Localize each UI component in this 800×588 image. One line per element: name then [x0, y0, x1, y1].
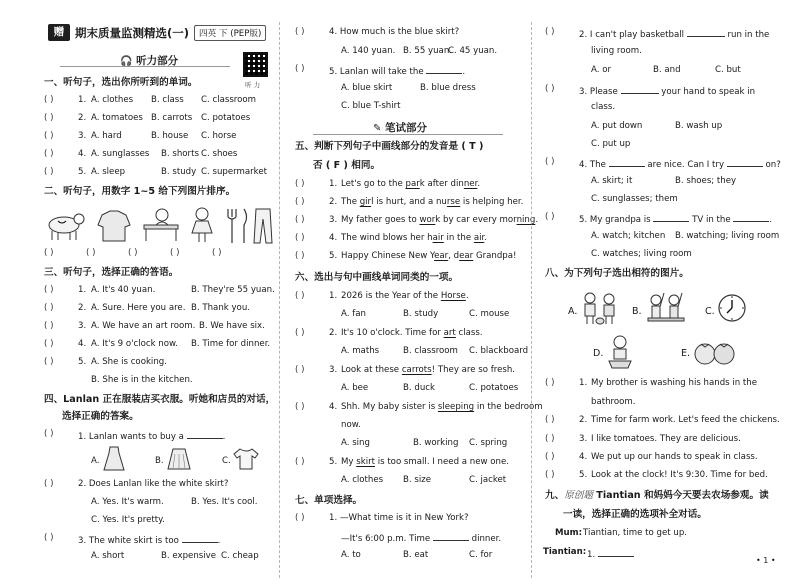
part9-heading-cont: 一读，选择正确的选项补全对话。 [563, 509, 707, 520]
dialog-blank-1[interactable]: 1. [587, 548, 634, 561]
pic-label-e: E. [681, 348, 691, 359]
pic-label-a: A. [568, 306, 578, 317]
girl-desk-picture [144, 209, 178, 241]
qr-code-icon[interactable] [243, 52, 268, 77]
tomatoes-picture [693, 337, 737, 367]
pic-label-b: B. [632, 306, 642, 317]
answer-slot[interactable]: ( ) [44, 248, 54, 258]
trousers-picture [254, 209, 272, 243]
pic-label-c: C. [705, 306, 715, 317]
qr-label: 听 力 [245, 81, 261, 89]
grade-tag: 四英 下 (PEP版) [194, 25, 266, 41]
washing-hands-picture [605, 335, 635, 369]
writing-section-title: ✎ 笔试部分 [373, 122, 428, 134]
fork-knife-picture [228, 209, 247, 243]
p7-q4: 4. The are nice. Can I try on? [579, 160, 781, 170]
part9-heading: 九、原创题 Tiantian 和妈妈今天要去农场参观。读 [545, 490, 769, 501]
page-number: • 1 • [756, 556, 776, 565]
p7-q2: 2. I can't play basketball run in the [579, 30, 770, 40]
hands-up-picture [644, 290, 686, 326]
answer-slot[interactable]: ( ) [128, 248, 138, 258]
answer-slot[interactable]: ( ) [170, 248, 180, 258]
part4-heading: 四、Lanlan 正在服装店买衣服。听她和店员的对话， [44, 394, 276, 405]
column-left: 赠 期末质量监测精选(一) 四英 下 (PEP版) 🎧 听力部分 听 力 一、听句子，选出你所听到的单词。 ( ) 1. A. clothes B. class C. classroom ( ) 2. A. tomatoes B. carrots C. potatoes ( ) 3. A. hard B. house C. horse ( ) 4. A. sunglasses B. shorts C. shoes ( ) 5. A. sleep B. study C. supermarket 二、听句子，用数字 1~5 给下列图片排序。 ( ) ( ) ( ) ( ) ( ) 三、听句子，选择正确的答语。 ( ) 1. A. It's 40 yuan. B. They're 55 yuan. ( ) 2. A. Sure. Here you are. B. Thank you. ( ) 3. A. We have an art room. B. We have six. ( ) 4. A. It's 9 o'clock now. B. Time for dinner. ( ) 5. A. She is cooking. B. She is in the kitchen. 四、Lanlan 正在服装店买衣服。听她和店员的对话， 选择正确的答案。 ( ) 1. Lanlan wants to buy a . A. B. C. ( ) 2. Does Lanlan like the white skirt? A. Yes. It's warm. B. Yes. It's cool. C. Yes. It's pretty. ( ) 3. The white skirt is too . A. short B. expensive C. cheap [44, 26, 276, 561]
sweater-picture [98, 211, 130, 241]
p4-q5: 5. Lanlan will take the . [329, 67, 466, 77]
column-right: ( ) 2. I can't play basketball run in the living room. A. or B. and C. but ( ) 3. Please your hand to speak in class. A. put down B. wash up C. put up ( ) 4. The are nice. Can I try on? A. skirt; it B. shoes; they C. sunglasses; them ( ) 5. My grandpa is TV in the . A. watch; kitchen B. watching; living room C. watches; living room 八、为下列句子选出相符的图片。 A. B. C. D. E. ( ) 1. My brother is washing his hands in the bathroom. ( ) 2. Time for farm work. Let's feed the chickens. ( ) 3. I like tomatoes. They are delicious. ( ) 4. We put up our hands to speak in class. ( ) 5. Look at the clock! It's 9:30. Time for bed. 九、原创题 Tiantian 和妈妈今天要去农场参观。读 一读，选择正确的选项补全对话。 Mum: Tiantian, time to get up. Tiantian: 1. [543, 27, 781, 560]
column-middle: ( ) 4. How much is the blue skirt? A. 140 yuan. B. 55 yuan. C. 45 yuan. ( ) 5. Lanlan will take the . A. blue skirt B. blue dress C. blue T-shirt ✎ 笔试部分 五、判断下列句子中画线部分的发音是 ( T ) 否 ( F ) 相同。 ( ) 1. Let's go to the park after dinner. ( ) 2. The girl is hurt, and a nurse is helping her. ( ) 3. My father goes to work by car every morning. ( ) 4. The wind blows her hair in the air. ( ) 5. Happy Chinese New Year, dear Grandpa! 六、选出与句中画线单词同类的一项。 ( ) 1. 2026 is the Year of the Horse. A. fan B. study C. mouse ( ) 2. It's 10 o'clock. Time for art class. A. maths B. classroom C. blackboard ( ) 3. Look at these carrots! They are so fresh. A. bee B. duck C. potatoes ( ) 4. Shh. My baby sister is sleeping in the bedroom now. A. sing B. working C. spring ( ) 5. My skirt is too small. I need a new one. A. clothes B. size C. jacket 七、单项选择。 ( ) 1. —What time is it in New York? —It's 6:00 p.m. Time dinner. A. to B. eat C. for [295, 27, 543, 560]
p7-q3: 3. Please your hand to speak in [579, 87, 756, 97]
part5-heading-cont: 否 ( F ) 相同。 [313, 160, 381, 171]
answer-slot[interactable]: ( ) [86, 248, 96, 258]
pic-label-d: D. [593, 348, 604, 359]
part4-heading-cont: 选择正确的答案。 [62, 411, 139, 422]
part2-pictures [42, 205, 274, 245]
listening-section-title: 🎧 听力部分 [120, 55, 179, 67]
cow-picture [49, 214, 84, 240]
answer-slot[interactable]: ( ) [212, 248, 222, 258]
p4-q3: 3. The white skirt is too . [78, 536, 221, 546]
part7-heading: 七、单项选择。 [295, 495, 363, 506]
clock-icon [717, 293, 747, 323]
page-title: 期末质量监测精选(一) [75, 26, 190, 40]
gift-badge: 赠 [48, 24, 70, 41]
headphone-icon: 🎧 [120, 56, 133, 67]
part6-heading: 六、选出与句中画线单词同类的一项。 [295, 272, 459, 283]
tshirt-icon [233, 448, 259, 470]
part2-heading: 二、听句子，用数字 1~5 给下列图片排序。 [44, 186, 236, 197]
p7-q1-line2: —It's 6:00 p.m. Time dinner. [341, 534, 502, 544]
column-divider [279, 22, 280, 578]
part5-heading: 五、判断下列句子中画线部分的发音是 ( T ) [295, 141, 484, 152]
part3-heading: 三、听句子，选择正确的答语。 [44, 267, 179, 278]
part8-heading: 八、为下列句子选出相符的图片。 [545, 268, 689, 279]
dress-icon [103, 446, 125, 472]
pencil-icon: ✎ [373, 123, 382, 134]
part1-heading: 一、听句子，选出你所听到的单词。 [44, 77, 198, 88]
skirt-icon [166, 446, 192, 472]
girl-picture [192, 208, 212, 242]
column-divider [531, 22, 532, 578]
p7-q5: 5. My grandpa is TV in the . [579, 215, 773, 225]
p4-q1: 1. Lanlan wants to buy a . [78, 432, 226, 442]
farm-chickens-picture [580, 290, 622, 326]
